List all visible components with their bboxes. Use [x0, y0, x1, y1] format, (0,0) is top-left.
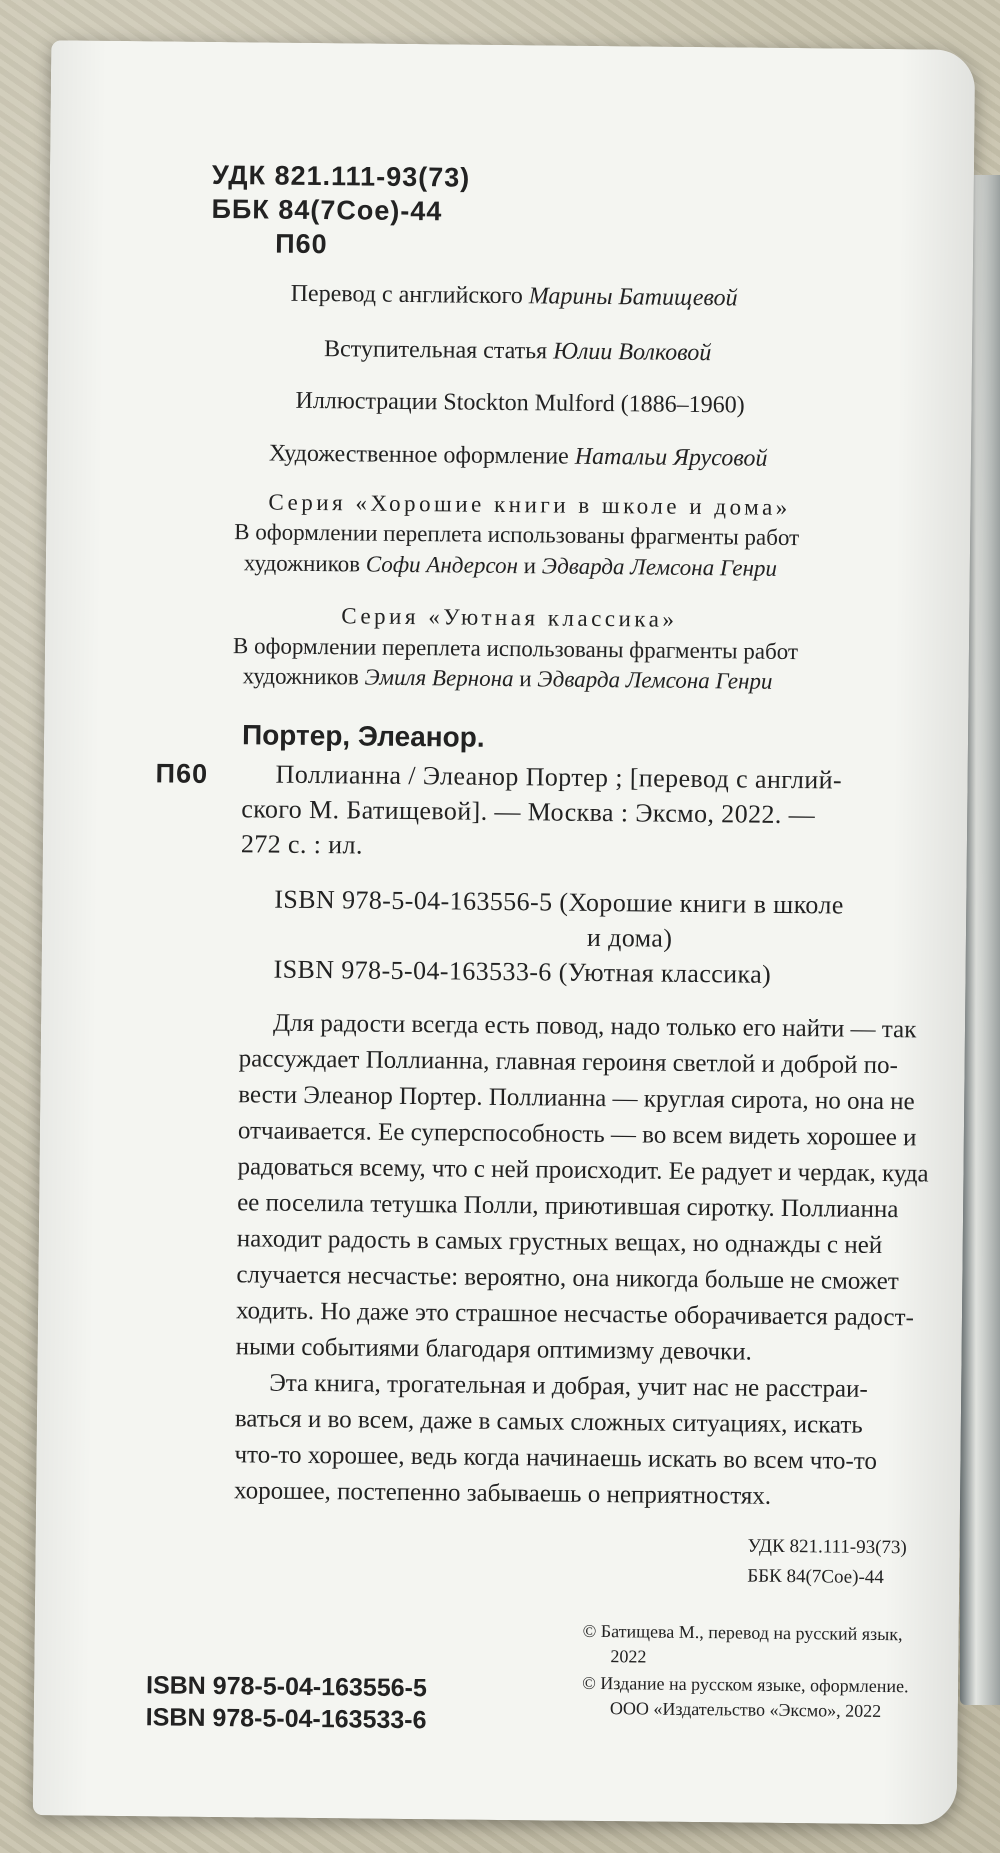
copyright-translation-line-2: 2022: [610, 1646, 647, 1667]
series-1-line2: [244, 550, 777, 582]
cutter-code: П60: [275, 228, 328, 260]
series-2-artists-label: художников: [242, 663, 359, 690]
annotation-line: Для радости всегда есть повод, надо только его найти — так: [272, 1009, 917, 1044]
annotation-line: ными событиями благодаря оптимизму девочки.: [235, 1333, 753, 1366]
bib-line-3: 272 с. : ил.: [240, 829, 364, 860]
copyright-edition-line-2: ООО «Издательство «Эксмо», 2022: [609, 1698, 882, 1721]
imprint-page: [33, 40, 976, 1825]
annotation-line: радоваться всему, что с ней происходит. Ее радует и чердак, куда: [237, 1153, 929, 1188]
annotation-line: Эта книга, трогательная и добрая, учит нас не расстраи-: [269, 1369, 868, 1403]
series-2-artist-2: Эдварда Лемсона Генри: [537, 666, 773, 694]
copyright-edition-line-1: © Издание на русском языке, оформление.: [582, 1672, 909, 1697]
series-1-artists-label: художников: [243, 550, 361, 577]
isbn-2-line: ISBN 978-5-04-163533-6 (Уютная классика): [273, 954, 772, 989]
series-2-line1: В оформлении переплета использованы фрагменты работ: [232, 633, 799, 665]
isbn-footer-2: ISBN 978-5-04-163533-6: [145, 1703, 427, 1735]
footer-bbk-code: ББК 84(7Сое)-44: [747, 1565, 884, 1589]
annotation-line: рассуждает Поллианна, главная героиня светлой и доброй по-: [238, 1045, 899, 1080]
bib-line-2: ского М. Батищевой]. — Москва : Эксмо, 2022. —: [241, 794, 816, 830]
designer-name: Натальи Ярусовой: [574, 443, 768, 472]
translation-credit: [291, 281, 738, 313]
annotation-line: хорошее, постепенно забываешь о неприятностях.: [233, 1477, 772, 1510]
series-1-artist-2: Эдварда Лемсона Генри: [541, 553, 778, 581]
author-heading: Портер, Элеанор.: [241, 719, 485, 753]
series-2-and: и: [519, 666, 532, 692]
annotation-line: вести Элеанор Портер. Поллианна — круглая сирота, но она не: [238, 1081, 915, 1116]
series-1-and: и: [523, 553, 537, 579]
bib-line-1: Поллианна / Элеанор Портер ; [перевод с англий-: [275, 759, 843, 795]
isbn-1-line-1: ISBN 978-5-04-163556-5 (Хорошие книги в школе: [274, 884, 844, 920]
footer-udk-code: УДК 821.111-93(73): [747, 1535, 907, 1559]
udk-code: УДК 821.111-93(73): [211, 159, 471, 193]
design-label: Художественное оформление: [268, 440, 569, 470]
translation-label: Перевод с английского: [290, 280, 523, 310]
series-1-title: Серия «Хорошие книги в школе и дома»: [268, 489, 791, 520]
bib-cutter-code: П60: [155, 758, 209, 789]
series-1-line1: В оформлении переплета использованы фрагменты работ: [234, 519, 800, 551]
intro-author-name: Юлии Волковой: [553, 338, 712, 367]
isbn-1-line-2: и дома): [586, 922, 673, 953]
series-2-title: Серия «Уютная классика»: [341, 603, 678, 632]
annotation-line: что-то хорошее, ведь когда начинаешь искать во всем что-то: [234, 1441, 878, 1475]
annotation-line: случается несчастье: вероятно, она никогда больше не сможет: [236, 1261, 899, 1296]
translator-name: Марины Батищевой: [528, 283, 738, 312]
illustrations-credit: Иллюстрации Stockton Mulford (1886–1960): [295, 387, 745, 419]
annotation-line: ее поселила тетушка Полли, приютившая сиротку. Поллианна: [237, 1189, 899, 1224]
annotation-line: отчаивается. Ее суперспособность — во всем видеть хорошее и: [237, 1117, 917, 1152]
design-credit: [269, 441, 768, 473]
bbk-code: ББК 84(7Сое)-44: [211, 193, 443, 227]
isbn-footer-1: ISBN 978-5-04-163556-5: [145, 1671, 427, 1703]
series-2-artist-1: Эмиля Вернона: [364, 664, 514, 692]
series-1-artist-1: Софи Андерсон: [365, 551, 519, 579]
annotation-line: ваться и во всем, даже в самых сложных ситуациях, искать: [234, 1405, 863, 1439]
intro-label: Вступительная статья: [323, 336, 548, 365]
annotation-line: находит радость в самых грустных вещах, но однажды с ней: [236, 1225, 883, 1259]
copyright-translation-line-1: © Батищева М., перевод на русский язык,: [582, 1620, 903, 1645]
annotation-line: ходить. Но даже это страшное несчастье оборачивается радост-: [235, 1297, 915, 1332]
intro-credit: [324, 336, 712, 367]
series-2-line2: [243, 663, 773, 695]
